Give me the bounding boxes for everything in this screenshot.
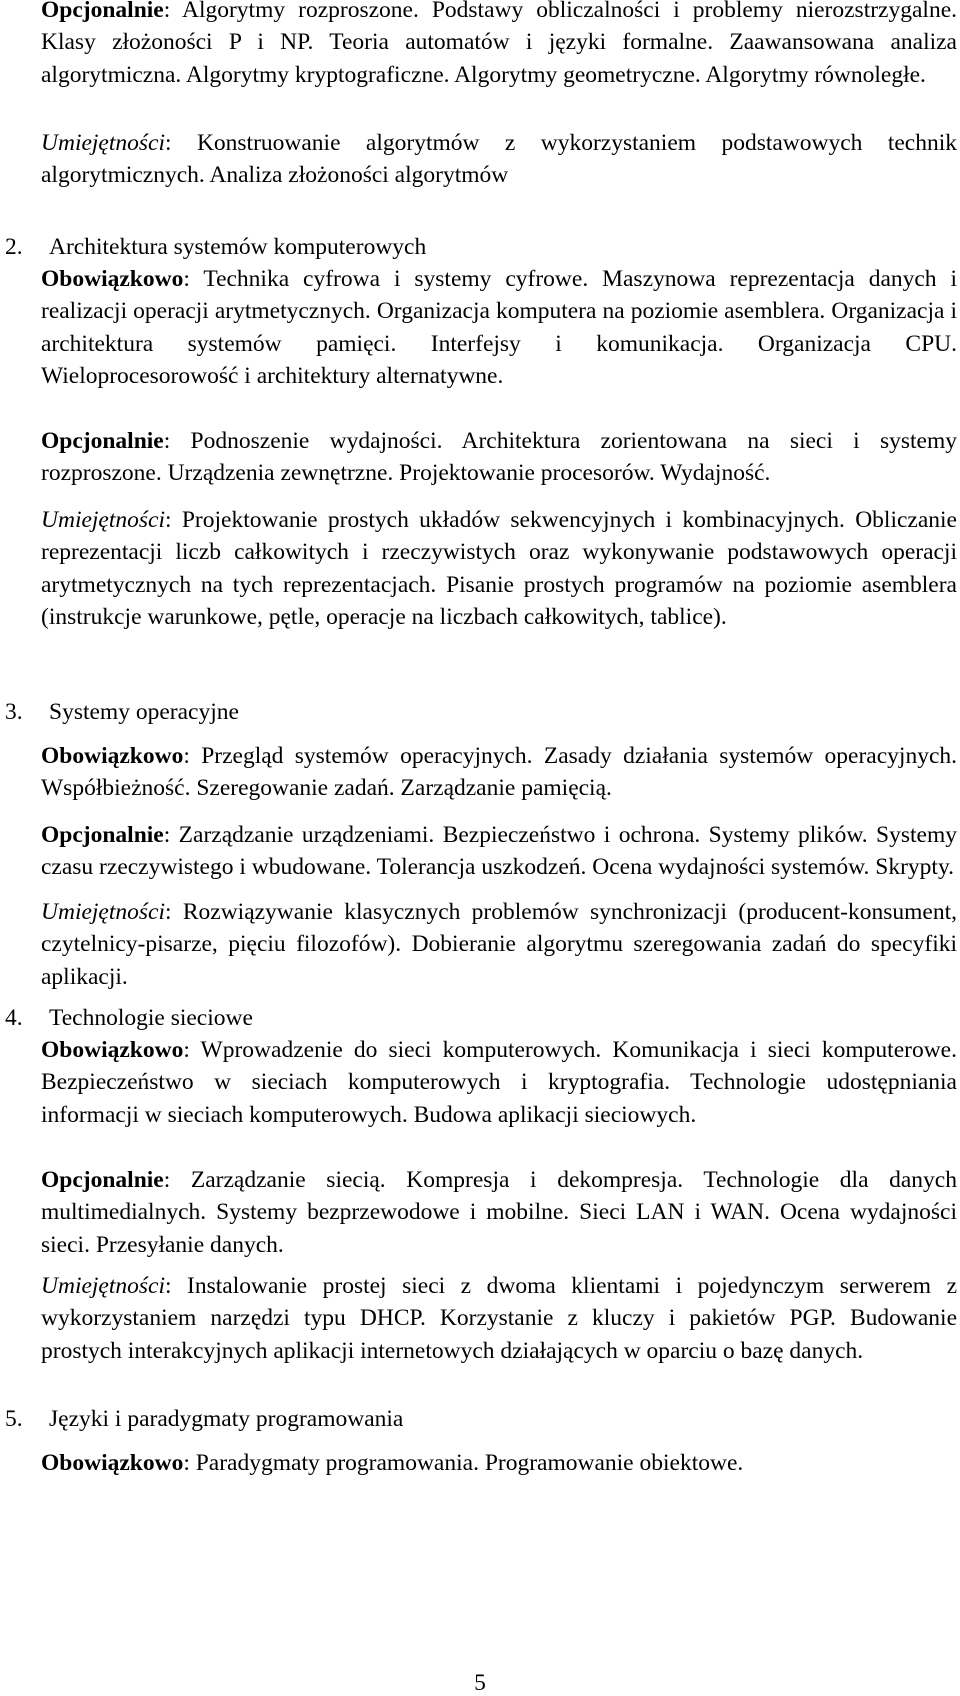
label-separator: : [165, 507, 182, 533]
skills-text: Rozwiązywanie klasycznych problemów synchronizacji (producent-konsument, czytelnicy-pisarze, pięciu filozofów). Dobieranie algorytmu szeregowania zadań do specyfiki aplikacji. [41, 899, 957, 990]
skills-text: Konstruowanie algorytmów z wykorzystaniem podstawowych technik algorytmicznych. Analiza złożoności algorytmów [41, 130, 957, 189]
optional-text: Algorytmy rozproszone. Podstawy obliczalności i problemy nierozstrzygalne. Klasy złożoności P i NP. Teoria automatów i języki formalne. Zaawansowana analiza algorytmiczna. Algorytmy kryptograficzne. Algorytmy geometryczne. Algorytmy równoległe. [41, 0, 958, 88]
label-separator: : [183, 266, 204, 292]
section-5-required-paragraph [41, 1447, 957, 1479]
skills-text: Projektowanie prostych układów sekwencyjnych i kombinacyjnych. Obliczanie reprezentacji liczb całkowitych i rzeczywistych oraz wykonywanie podstawowych operacji arytmetycznych na tych reprezentacjach. Pisanie prostych programów na poziomie asemblera (instrukcje warunkowe, pętle, operacje na liczbach całkowitych, tablice). [41, 507, 957, 631]
optional-label: Opcjonalnie [41, 0, 164, 23]
skills-text: Instalowanie prostej sieci z dwoma klientami i pojedynczym serwerem z wykorzystaniem narzędzi typu DHCP. Korzystanie z kluczy i pakietów PGP. Budowanie prostych interakcyjnych aplikacji internetowych działających w oparciu o bazę danych. [41, 1273, 958, 1364]
required-label: Obowiązkowo [41, 1037, 184, 1063]
section-title: Języki i paradygmaty programowania [49, 1406, 404, 1432]
section-number: 4. [5, 1005, 23, 1031]
section-2-required-paragraph [41, 263, 957, 393]
section-3-optional-paragraph [41, 819, 957, 884]
section-3-required-paragraph [41, 740, 957, 805]
section-2-heading [5, 231, 426, 263]
section-number: 3. [5, 699, 23, 725]
optional-text: Podnoszenie wydajności. Architektura zorientowana na sieci i systemy rozproszone. Urządzenia zewnętrzne. Projektowanie procesorów. Wydajność. [41, 428, 958, 487]
optional-label: Opcjonalnie [41, 822, 164, 848]
section-title: Systemy operacyjne [49, 699, 239, 725]
required-label: Obowiązkowo [41, 743, 184, 769]
section-title: Architektura systemów komputerowych [49, 234, 427, 260]
section-4-optional-paragraph [41, 1164, 957, 1261]
optional-text: Zarządzanie siecią. Kompresja i dekompresja. Technologie dla danych multimedialnych. Systemy bezprzewodowe i mobilne. Sieci LAN i WAN. Ocena wydajności sieci. Przesyłanie danych. [41, 1167, 957, 1258]
label-separator: : [165, 899, 183, 925]
section-2-optional-paragraph [41, 425, 957, 490]
skills-label: Umiejętności [41, 507, 165, 533]
label-separator: : [165, 130, 197, 156]
section-4-heading [5, 1002, 253, 1034]
optional-label: Opcjonalnie [41, 1167, 164, 1193]
skills-label: Umiejętności [41, 1273, 165, 1299]
section-5-heading [5, 1403, 403, 1435]
section-3-heading [5, 696, 239, 728]
skills-label: Umiejętności [41, 899, 165, 925]
section-4-required-paragraph [41, 1034, 957, 1131]
label-separator: : [163, 1167, 191, 1193]
skills-label: Umiejętności [41, 130, 165, 156]
label-separator: : [163, 822, 179, 848]
label-separator: : [163, 428, 191, 454]
required-label: Obowiązkowo [41, 1450, 184, 1476]
label-separator: : [183, 743, 202, 769]
optional-label: Opcjonalnie [41, 428, 164, 454]
required-text: Paradygmaty programowania. Programowanie obiektowe. [195, 1450, 744, 1476]
label-separator: : [183, 1450, 196, 1476]
section-number: 2. [5, 234, 23, 260]
required-text: Technika cyfrowa i systemy cyfrowe. Maszynowa reprezentacja danych i realizacji operacji arytmetycznych. Organizacja komputera na poziomie asemblera. Organizacja i architektura systemów pamięci. Interfejsy i komunikacja. Organizacja CPU. Wieloprocesorowość i architektury alternatywne. [41, 266, 957, 390]
section-number: 5. [5, 1406, 23, 1432]
section-title: Technologie sieciowe [49, 1005, 253, 1031]
label-separator: : [165, 1273, 188, 1299]
required-text: Przegląd systemów operacyjnych. Zasady działania systemów operacyjnych. Współbieżność. Szeregowanie zadań. Zarządzanie pamięcią. [41, 743, 958, 802]
required-text: Wprowadzenie do sieci komputerowych. Komunikacja i sieci komputerowe. Bezpieczeństwo w sieciach komputerowych i kryptografia. Technologie udostępniania informacji w sieciach komputerowych. Budowa aplikacji sieciowych. [41, 1037, 957, 1128]
section-1-skills-paragraph [41, 127, 957, 192]
section-2-skills-paragraph [41, 504, 957, 634]
label-separator: : [163, 0, 182, 23]
section-3-skills-paragraph [41, 896, 957, 993]
page-number: 5 [474, 1670, 486, 1696]
section-1-optional-paragraph [41, 0, 957, 91]
label-separator: : [183, 1037, 201, 1063]
optional-text: Zarządzanie urządzeniami. Bezpieczeństwo i ochrona. Systemy plików. Systemy czasu rzeczywistego i wbudowane. Tolerancja uszkodzeń. Ocena wydajności systemów. Skrypty. [41, 822, 957, 881]
required-label: Obowiązkowo [41, 266, 184, 292]
section-4-skills-paragraph [41, 1270, 957, 1367]
